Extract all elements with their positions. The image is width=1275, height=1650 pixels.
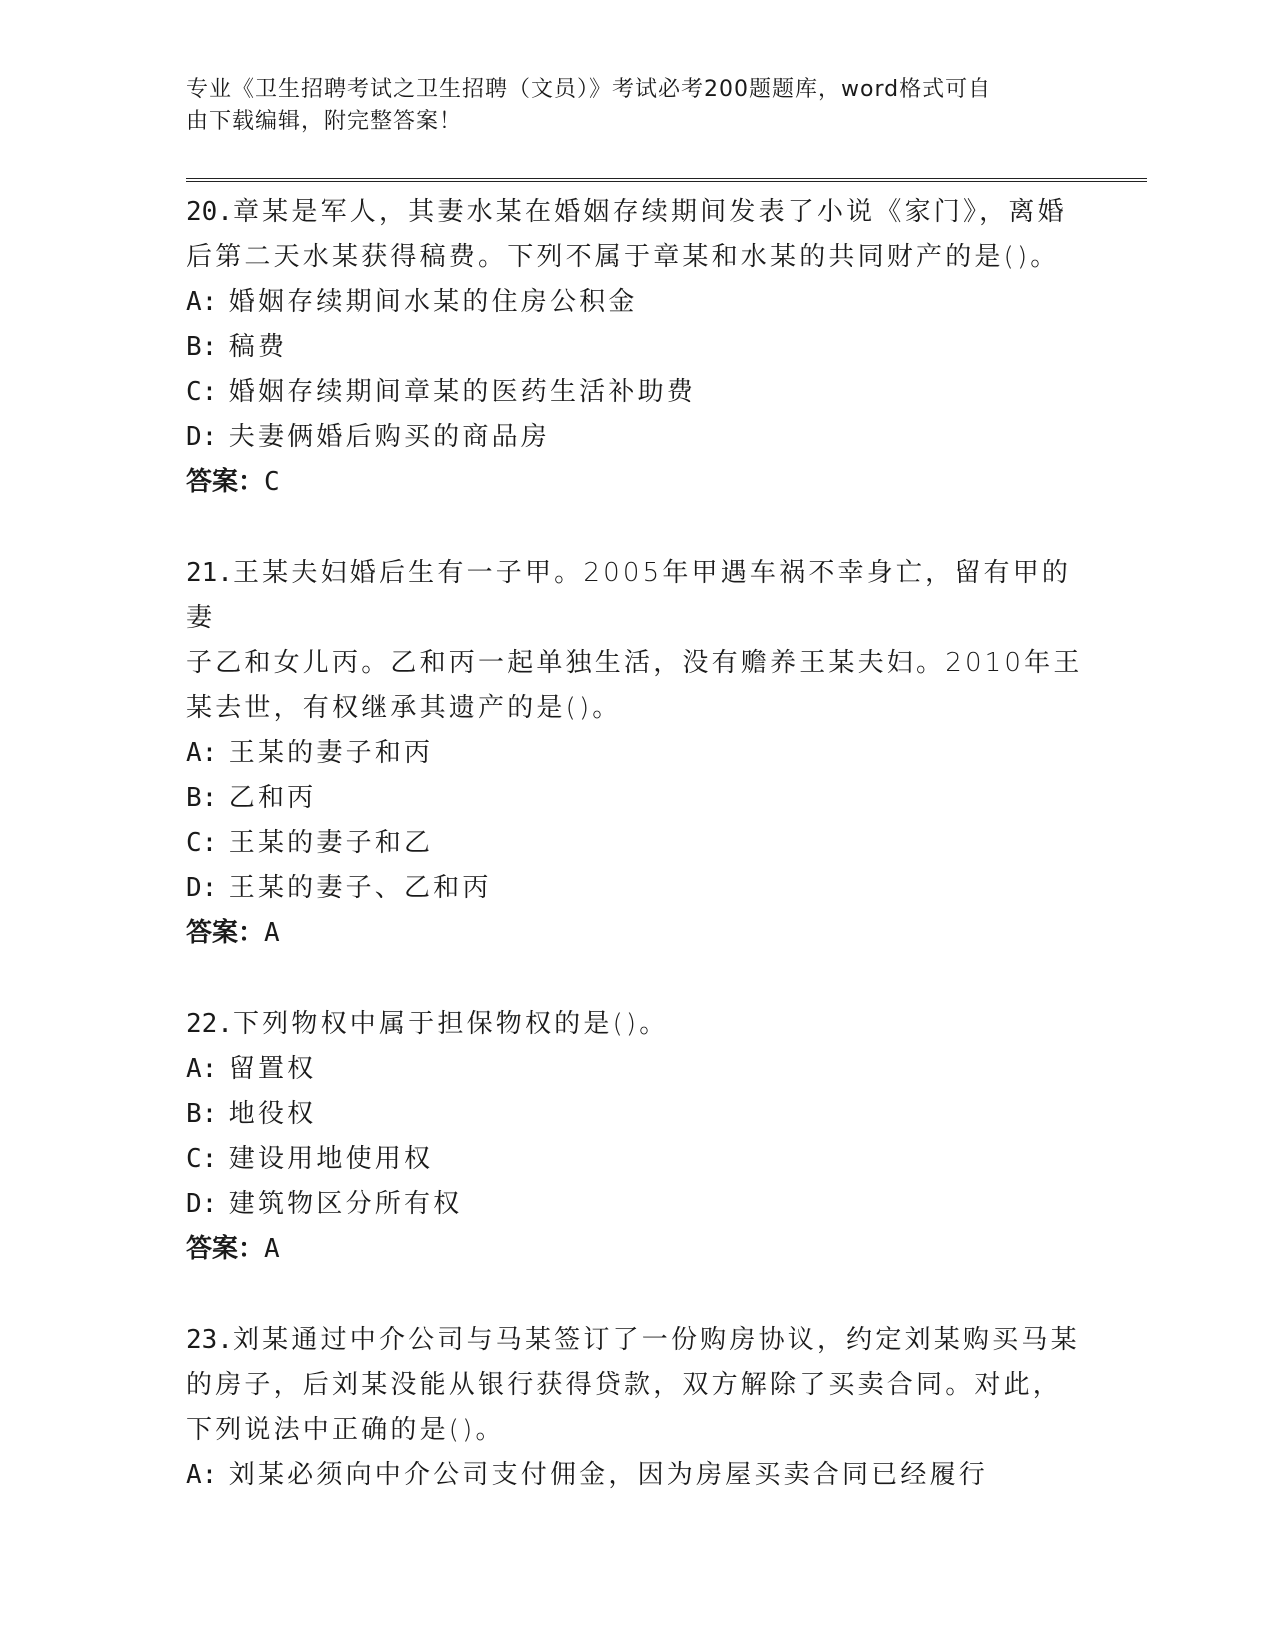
option-letter: D: (186, 873, 218, 903)
answer-option (186, 821, 1086, 866)
answer-key (186, 911, 1086, 956)
answer-value: C (264, 467, 280, 497)
question-stem-line (186, 1318, 1086, 1363)
option-text: 地役权 (228, 1099, 317, 1129)
question-block (186, 551, 1086, 956)
option-text: 稿费 (228, 332, 288, 362)
answer-label: 答案： (186, 467, 265, 497)
question-block (186, 1002, 1086, 1272)
option-text: 建筑物区分所有权 (228, 1189, 463, 1219)
question-stem-text: 的房子，后刘某没能从银行获得贷款，双方解除了买卖合同。对此， (186, 1370, 1063, 1400)
question-stem-line (186, 1408, 1086, 1453)
question-stem-line (186, 1002, 1086, 1047)
option-text: 王某的妻子、乙和丙 (228, 873, 492, 903)
document-header (186, 74, 1066, 138)
question-stem-text: 下列说法中正确的是()。 (186, 1415, 505, 1445)
option-letter: A: (186, 738, 218, 768)
answer-key (186, 460, 1086, 505)
option-letter: C: (186, 1144, 218, 1174)
answer-option (186, 1137, 1086, 1182)
option-letter: A: (186, 1460, 218, 1490)
option-letter: A: (186, 1054, 218, 1084)
question-stem-line (186, 551, 1086, 641)
option-text: 王某的妻子和乙 (228, 828, 434, 858)
question-stem-text: 刘某通过中介公司与马某签订了一份购房协议，约定刘某购买马某 (232, 1325, 1080, 1355)
answer-option (186, 1182, 1086, 1227)
option-letter: C: (186, 828, 218, 858)
option-text: 刘某必须向中介公司支付佣金，因为房屋买卖合同已经履行 (228, 1460, 988, 1490)
question-stem-text: 下列物权中属于担保物权的是()。 (232, 1009, 669, 1039)
option-letter: C: (186, 377, 218, 407)
answer-option (186, 731, 1086, 776)
answer-label: 答案： (186, 1234, 265, 1264)
question-stem-line (186, 190, 1086, 235)
answer-option (186, 1453, 1086, 1498)
header-line-2: 由下载编辑，附完整答案！ (186, 109, 463, 134)
answer-option (186, 370, 1086, 415)
question-number: 21. (186, 558, 233, 588)
question-block (186, 1318, 1086, 1498)
answer-key (186, 1227, 1086, 1272)
answer-option (186, 776, 1086, 821)
question-stem-line (186, 686, 1086, 731)
option-text: 王某的妻子和丙 (228, 738, 434, 768)
option-letter: D: (186, 1189, 218, 1219)
option-text: 留置权 (228, 1054, 317, 1084)
answer-option (186, 280, 1086, 325)
question-block (186, 190, 1086, 505)
question-stem-text: 王某夫妇婚后生有一子甲。2005年甲遇车祸不幸身亡，留有甲的妻 (186, 558, 1072, 633)
question-stem-line (186, 641, 1086, 686)
question-stem-text: 后第二天水某获得稿费。下列不属于章某和水某的共同财产的是()。 (186, 242, 1060, 272)
answer-value: A (264, 1234, 280, 1264)
header-divider (186, 178, 1147, 182)
question-stem-line (186, 235, 1086, 280)
question-number: 23. (186, 1325, 233, 1355)
option-letter: B: (186, 783, 218, 813)
option-letter: B: (186, 332, 218, 362)
question-stem-line (186, 1363, 1086, 1408)
answer-option (186, 415, 1086, 460)
answer-value: A (264, 918, 280, 948)
answer-option (186, 325, 1086, 370)
answer-option (186, 1092, 1086, 1137)
option-text: 婚姻存续期间章某的医药生活补助费 (228, 377, 696, 407)
question-number: 20. (186, 197, 233, 227)
option-text: 夫妻俩婚后购买的商品房 (228, 422, 550, 452)
option-letter: B: (186, 1099, 218, 1129)
option-letter: A: (186, 287, 218, 317)
answer-label: 答案： (186, 918, 265, 948)
answer-option (186, 866, 1086, 911)
header-line-1: 专业《卫生招聘考试之卫生招聘（文员）》考试必考200题题库，word格式可自 (186, 77, 992, 102)
option-text: 婚姻存续期间水某的住房公积金 (228, 287, 638, 317)
answer-option (186, 1047, 1086, 1092)
option-letter: D: (186, 422, 218, 452)
question-list (186, 190, 1086, 1544)
option-text: 建设用地使用权 (228, 1144, 434, 1174)
question-stem-text: 章某是军人，其妻水某在婚姻存续期间发表了小说《家门》，离婚 (232, 197, 1067, 227)
question-number: 22. (186, 1009, 233, 1039)
question-stem-text: 子乙和女儿丙。乙和丙一起单独生活，没有赡养王某夫妇。2010年王 (186, 648, 1083, 678)
option-text: 乙和丙 (228, 783, 317, 813)
question-stem-text: 某去世，有权继承其遗产的是()。 (186, 693, 622, 723)
